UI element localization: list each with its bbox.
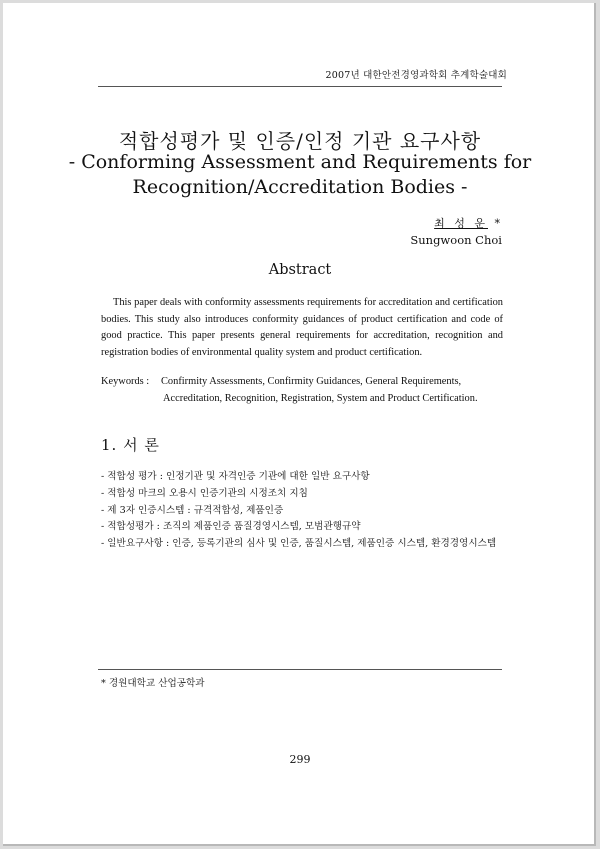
author-korean-name: 최 성 운 (434, 217, 488, 230)
footnote: * 경원대학교 산업공학과 (101, 678, 205, 689)
intro-list (101, 469, 506, 553)
title-english-line1: - Conforming Assessment and Requirements for (68, 151, 532, 173)
title-english-line2: Recognition/Accreditation Bodies - (132, 176, 468, 198)
author-english: Sungwoon Choi (410, 233, 502, 247)
header-rule (98, 86, 502, 87)
list-item: - 제 3자 인증시스템 : 규격적합성, 제품인증 (101, 504, 284, 516)
title-korean: 적합성평가 및 인증/인정 기관 요구사항 (118, 129, 482, 153)
keywords-line1: Confirmity Assessments, Confirmity Guidances, General Requirements, (161, 376, 462, 387)
abstract-heading: Abstract (268, 262, 332, 278)
footnote-rule (98, 669, 502, 670)
author-korean (434, 215, 503, 231)
abstract-body: This paper deals with conformity assessments requirements for accreditation and certification bodies. This study also introduces conformity guidances of product certification and code of good practice. This paper presents general requirements for accreditation, recognition and registration bodies of environmental quality system and product certification. (101, 297, 503, 358)
keywords-label: Keywords : (101, 376, 150, 387)
running-header: 2007년 대한안전경영과학회 추계학술대회 (325, 70, 507, 81)
list-item: - 적합성 평가 : 인정기관 및 자격인증 기관에 대한 일반 요구사항 (101, 471, 370, 482)
list-item: - 일반요구사항 : 인증, 등록기관의 심사 및 인증, 품질시스템, 제품인증 시스템, 환경경영시스템 (101, 538, 497, 550)
section-heading: 1. 서 론 (101, 436, 160, 454)
keywords-line2: Accreditation, Recognition, Registration, System and Product Certification. (163, 392, 478, 404)
keywords (101, 374, 503, 407)
author-footnote-mark: * (494, 217, 503, 230)
list-item: - 적합성 마크의 오용시 인증기관의 시정조치 지침 (101, 487, 308, 499)
list-item: - 적합성평가 : 조직의 제품인증 품질경영시스템, 모범관행규약 (101, 521, 361, 533)
page-number: 299 (289, 753, 311, 766)
